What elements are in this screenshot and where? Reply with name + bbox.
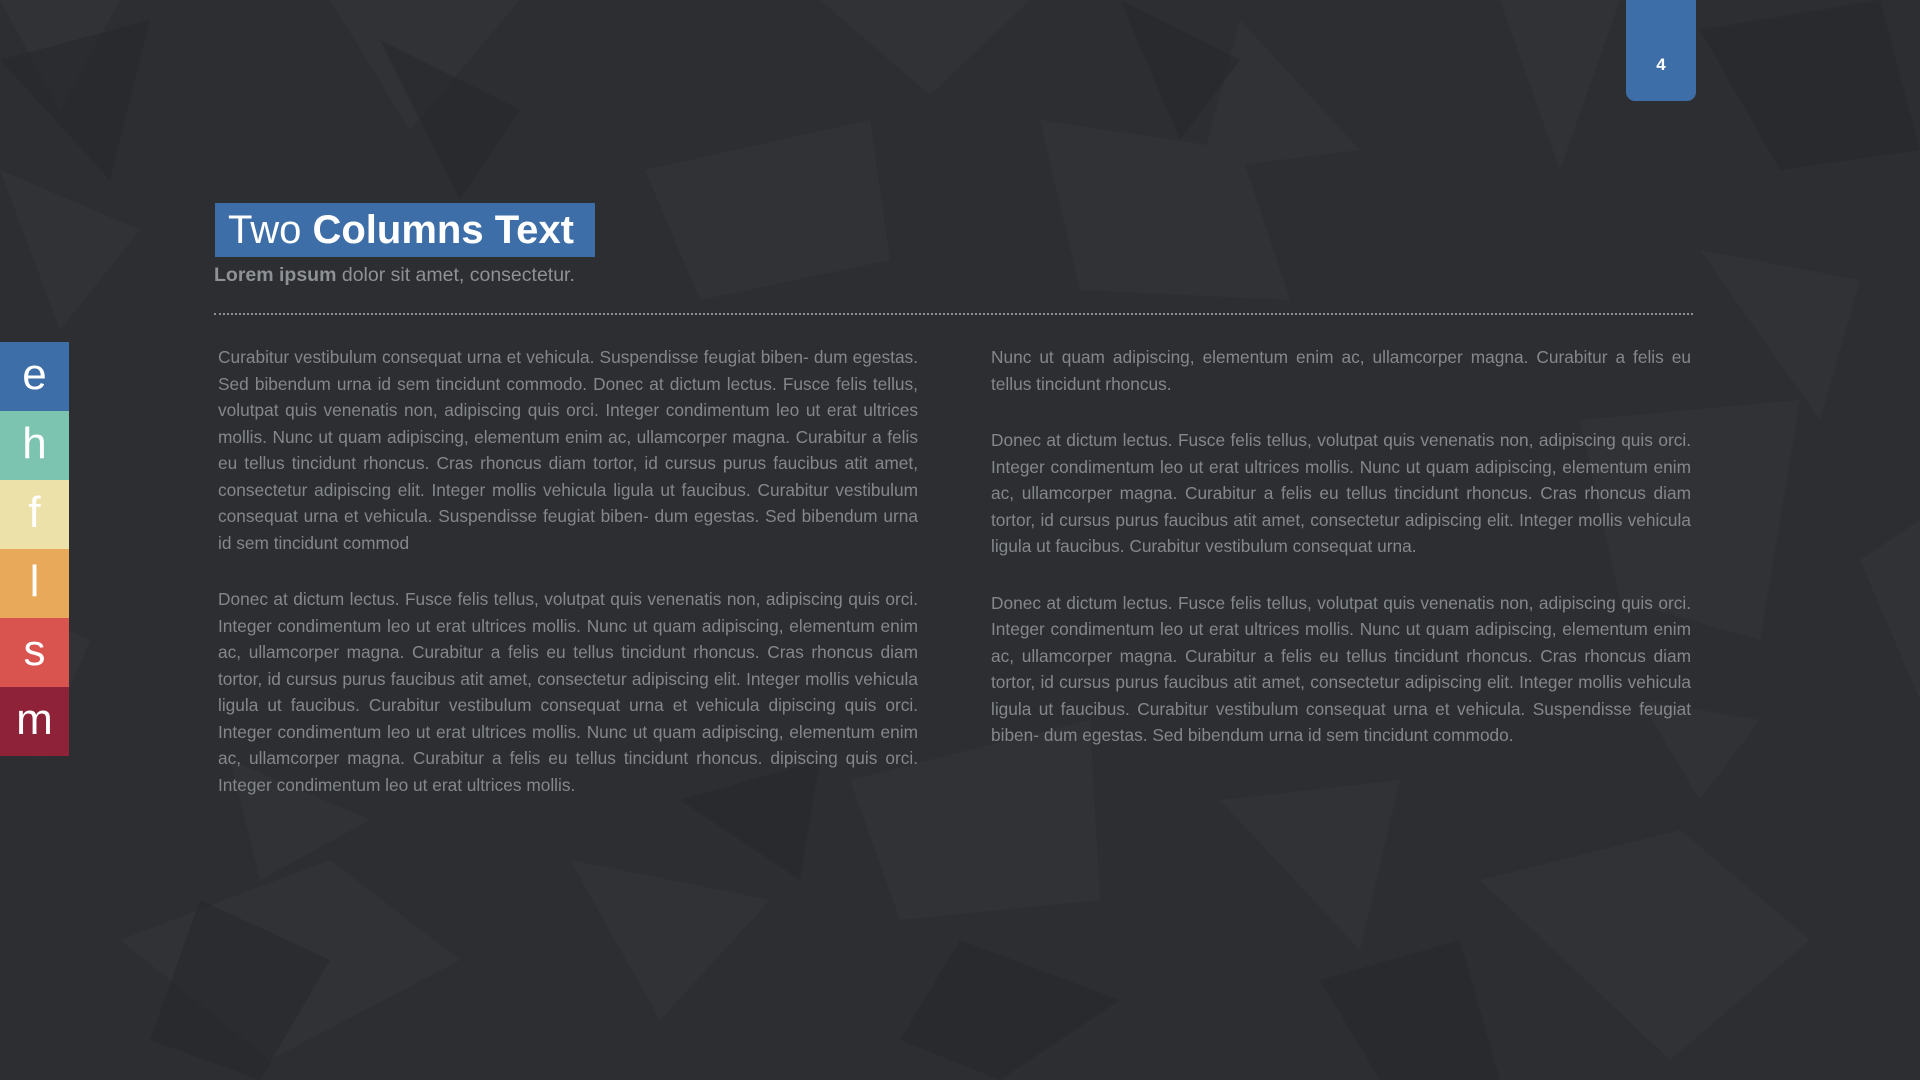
page-number: 4: [1656, 54, 1666, 74]
left-paragraph: Curabitur vestibulum consequat urna et vehicula. Suspendisse feugiat biben- dum egestas. Sed bibendum urna id sem tincidunt commodo. Donec at dictum lectus. Fusce felis tellus, volutpat quis venenatis non, adipiscing quis orci. Integer condimentum leo ut erat ultrices mollis. Nunc ut quam adipiscing, elementum enim ac, ullamcorper magna. Curabitur a felis eu tellus tincidunt rhoncus. Cras rhoncus diam tortor, id cursus purus faucibus atit amet, consectetur adipiscing elit. Integer mollis vehicula ligula ut faucibus. Curabitur vestibulum consequat urna et vehicula. Suspendisse feugiat biben- dum egestas. Sed bibendum urna id sem tincidunt commod: [218, 347, 918, 553]
subtitle-bold-part: Lorem ipsum: [214, 264, 337, 286]
right-paragraph: Nunc ut quam adipiscing, elementum enim ac, ullamcorper magna. Curabitur a felis eu tellus tincidunt rhoncus.: [991, 347, 1691, 394]
right-column: [991, 344, 1691, 779]
side-letter-tabs: [0, 342, 69, 756]
page-number-tab: [1626, 0, 1696, 101]
side-tab-letter: f: [28, 487, 41, 537]
dotted-divider: [214, 313, 1693, 315]
side-tab-letter: l: [29, 556, 40, 606]
side-tab-letter: h: [22, 418, 47, 468]
left-paragraph: Donec at dictum lectus. Fusce felis tellus, volutpat quis venenatis non, adipiscing quis orci. Integer condimentum leo ut erat ultrices mollis. Nunc ut quam adipiscing, elementum enim ac, ullamcorper magna. Curabitur a felis eu tellus tincidunt rhoncus. Cras rhoncus diam tortor, id cursus purus faucibus atit amet, consectetur adipiscing elit. Integer mollis vehicula ligula ut faucibus. Curabitur vestibulum consequat urna et vehicula dipiscing quis orci. Integer condimentum leo ut erat ultrices mollis. Nunc ut quam adipiscing, elementum enim ac, ullamcorper magna. Curabitur a felis eu tellus tincidunt rhoncus. dipiscing quis orci. Integer condimentum leo ut erat ultrices mollis.: [218, 589, 918, 795]
slide-title: [215, 203, 595, 257]
side-tab-h[interactable]: [0, 411, 69, 480]
title-light-part: Two: [228, 207, 313, 252]
side-tab-l[interactable]: [0, 549, 69, 618]
side-tab-e[interactable]: [0, 342, 69, 411]
title-bold-part: Columns Text: [312, 207, 574, 252]
right-paragraph: Donec at dictum lectus. Fusce felis tellus, volutpat quis venenatis non, adipiscing quis orci. Integer condimentum leo ut erat ultrices mollis. Nunc ut quam adipiscing, elementum enim ac, ullamcorper magna. Curabitur a felis eu tellus tincidunt rhoncus. Cras rhoncus diam tortor, id cursus purus faucibus atit amet, consectetur adipiscing elit. Integer mollis vehicula ligula ut faucibus. Curabitur vestibulum consequat urna et vehicula. Suspendisse feugiat biben- dum egestas. Sed bibendum urna id sem tincidunt commodo.: [991, 592, 1691, 745]
slide-subtitle: [214, 264, 575, 287]
right-paragraph: Donec at dictum lectus. Fusce felis tellus, volutpat quis venenatis non, adipiscing quis orci. Integer condimentum leo ut erat ultrices mollis. Nunc ut quam adipiscing, elementum enim ac, ullamcorper magna. Curabitur a felis eu tellus tincidunt rhoncus. Cras rhoncus diam tortor, id cursus purus faucibus atit amet, consectetur adipiscing elit. Integer mollis vehicula ligula ut faucibus. Curabitur vestibulum consequat urna.: [991, 430, 1691, 556]
side-tab-s[interactable]: [0, 618, 69, 687]
side-tab-f[interactable]: [0, 480, 69, 549]
subtitle-rest: dolor sit amet, consectetur.: [336, 264, 575, 286]
side-tab-letter: s: [23, 625, 46, 675]
left-column: [218, 344, 918, 828]
side-tab-m[interactable]: [0, 687, 69, 756]
side-tab-letter: m: [16, 694, 53, 744]
side-tab-letter: e: [22, 349, 47, 399]
